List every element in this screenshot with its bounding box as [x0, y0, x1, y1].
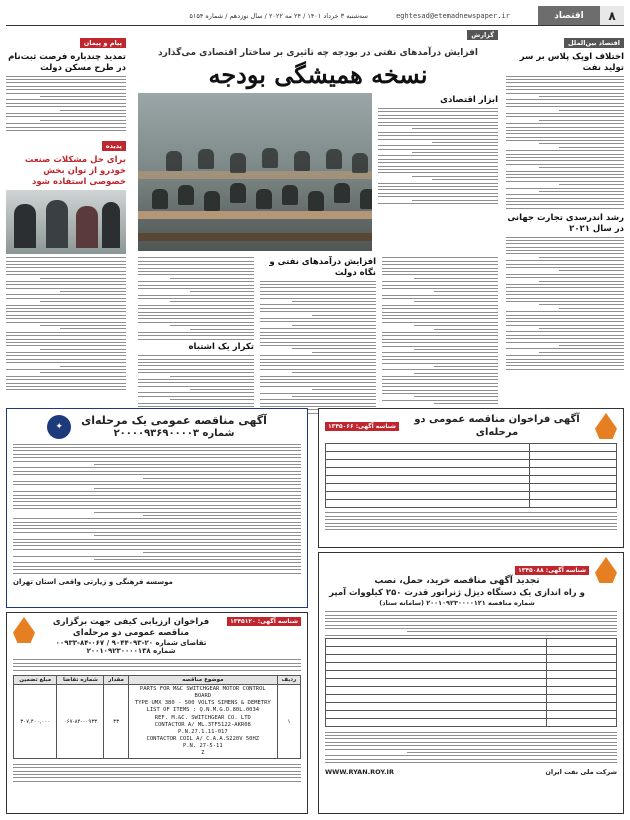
cell-num: ۱ [277, 685, 300, 759]
table-row [14, 685, 301, 759]
article-col-2 [260, 255, 376, 416]
meeting-photo [6, 190, 126, 254]
subject-line: CONTACTOR COIL A/ C.A.A.S220V 50HZ [146, 736, 260, 743]
col-header: مقدار [104, 676, 128, 685]
ad-quality-assessment [6, 612, 308, 814]
headline-trade [506, 213, 624, 234]
ad-id-badge: شناسه آگهی: ۱۳۴۵۰۶۶ [325, 422, 399, 431]
ad-line2: شماره ۲۰۰۱۰۹۲۳۰۰۰۰۱۳۸ [86, 647, 176, 656]
section-tag: اقتصاد بین‌الملل [564, 38, 624, 48]
section-name: اقتصاد [538, 6, 600, 25]
subject-line: TYPE UMX 380 - 500 VOLTS SIMENS & DEMETRY [134, 700, 271, 707]
left-column [6, 30, 126, 393]
subject-line: Z [201, 750, 205, 757]
cell-req-no: ۰۶۷-۸۴-۰۰۹۳۳ [57, 685, 104, 759]
ad-title: فراخوان ارزیابی کیفی جهت برگزاری مناقصه عمومی دو مرحله‌ای [52, 617, 210, 639]
right-column [506, 30, 624, 372]
ad-footer: شرکت ملی نفت ایران [545, 767, 617, 776]
article-text [506, 237, 624, 370]
ministry-logo-icon: ✦ [47, 415, 71, 439]
subject-line: REF. M.&C. SWITCHGEAR CO. LTD [154, 714, 251, 721]
headline-housing: تمدید چندباره فرصت ثبت‌نام در طرح مسکن دولت [8, 52, 126, 73]
oil-logo-icon [13, 617, 35, 643]
subject-line: LIST OF ITEMS : Q.N.M.G.D.80L.0034 [146, 707, 260, 714]
col-header: مبلغ تضمین [14, 676, 57, 685]
article-col-3 [138, 255, 254, 416]
schedule-table [325, 638, 617, 727]
center-column [138, 30, 498, 416]
headline-trade-line2: در سال ۲۰۲۱ [569, 223, 624, 234]
page-header [6, 6, 624, 26]
ad-generator-tender [318, 552, 624, 814]
ad-id-badge: شناسه آگهی: ۱۳۴۵۰۸۸ [515, 566, 589, 575]
ad-number: شماره ۲۰۰۰۰۹۳۶۹۰۰۰۰۳ [113, 428, 235, 440]
headline-opec: اختلاف اوپک پلاس بر سر تولید نفت [519, 52, 624, 73]
table-header-row [14, 676, 301, 685]
super-title: افزایش درآمدهای نفتی در بودجه چه تاثیری بر ساختار اقتصادی می‌گذارد [158, 48, 478, 58]
article-text [506, 76, 624, 209]
date-line: سه‌شنبه ۳ خرداد ۱۴۰۱ / ۲۴ مه ۲۰۲۲ / سال نوزدهم / شماره ۵۱۵۴ [189, 11, 368, 20]
subject-line: PARTS FOR M&C SWITCHGEAR MOTOR CONTROL BOARD [139, 686, 266, 700]
subhead: تکرار یک اشتباه [188, 342, 254, 353]
ad-footer: موسسه فرهنگی و زیارتی واقعی استان تهران [13, 577, 173, 586]
ad-title: آگهی مناقصه عمومی یک مرحله‌ای [81, 414, 267, 427]
ad-oil-tender [318, 408, 624, 548]
subject-line: P.N.27.1.11-017 [177, 728, 228, 735]
ad-number: شماره مناقصه ۲۰۰۱۰۹۲۳۰۰۰۰۱۲۱ (سامانه ستاد) [379, 598, 535, 607]
subject-line: P.N. 27-5-11 [182, 743, 223, 750]
subhead: افزایش درآمدهای نفتی و نگاه دولت [269, 257, 376, 278]
subhead: ابزار اقتصادی [440, 95, 498, 105]
headline-auto: برای حل مشکلات صنعت خودرو از توان بخش خصوصی استفاده شود [24, 155, 126, 187]
lead-text [378, 93, 498, 251]
cell-guarantee: ۳۰۷,۴۰۰,۰۰۰ [14, 685, 57, 759]
page-number: ۸ [600, 6, 624, 25]
report-tag: گزارش [467, 30, 498, 40]
items-table [13, 675, 301, 759]
ad-title: آگهی فراخوان مناقصه عمومی دو مرحله‌ای [414, 414, 580, 438]
section-tag: پدیده [102, 141, 126, 151]
col-header: موضوع مناقصه [128, 676, 277, 685]
ad-website-link[interactable]: WWW.RYAN.ROY.IR [325, 767, 394, 776]
col-header: ردیف [277, 676, 300, 685]
col-header: شماره تقاضا [57, 676, 104, 685]
ad-line1: تقاضای شماره ۲۰-۹۰۴۴۰۹۳ / ۰۶۷-۸۴-۰۰۹۳۳ [55, 639, 207, 648]
article-col-1 [382, 255, 498, 416]
headline-trade-line1: رشد اندرسدی تجارت جهانی [507, 212, 624, 223]
ad-id-badge: شناسه آگهی: ۱۳۴۵۱۲۰ [227, 617, 301, 626]
oil-logo-icon [595, 557, 617, 583]
tender-details-table [325, 443, 617, 508]
parliament-photo [138, 93, 372, 251]
oil-logo-icon [595, 413, 617, 439]
subject-line: CONTACTOR A/ ML.3TF5122-AKR08 [154, 721, 251, 728]
ad-title-line2: و راه اندازی یک دستگاه دیزل ژنراتور قدرت ۲۵۰ کیلووات آمپر [329, 587, 585, 598]
section-tag: پیام و پیمان [80, 38, 126, 48]
ad-ministry-tender [6, 408, 308, 608]
ad-title: تجدید آگهی مناقصه خرید، حمل، نصب [374, 576, 540, 586]
email-address[interactable]: eghtesad@etemadnewspaper.ir [396, 11, 510, 20]
cell-qty: ۳۳ [104, 685, 128, 759]
main-title: نسخه همیشگی بودجه [208, 60, 428, 89]
